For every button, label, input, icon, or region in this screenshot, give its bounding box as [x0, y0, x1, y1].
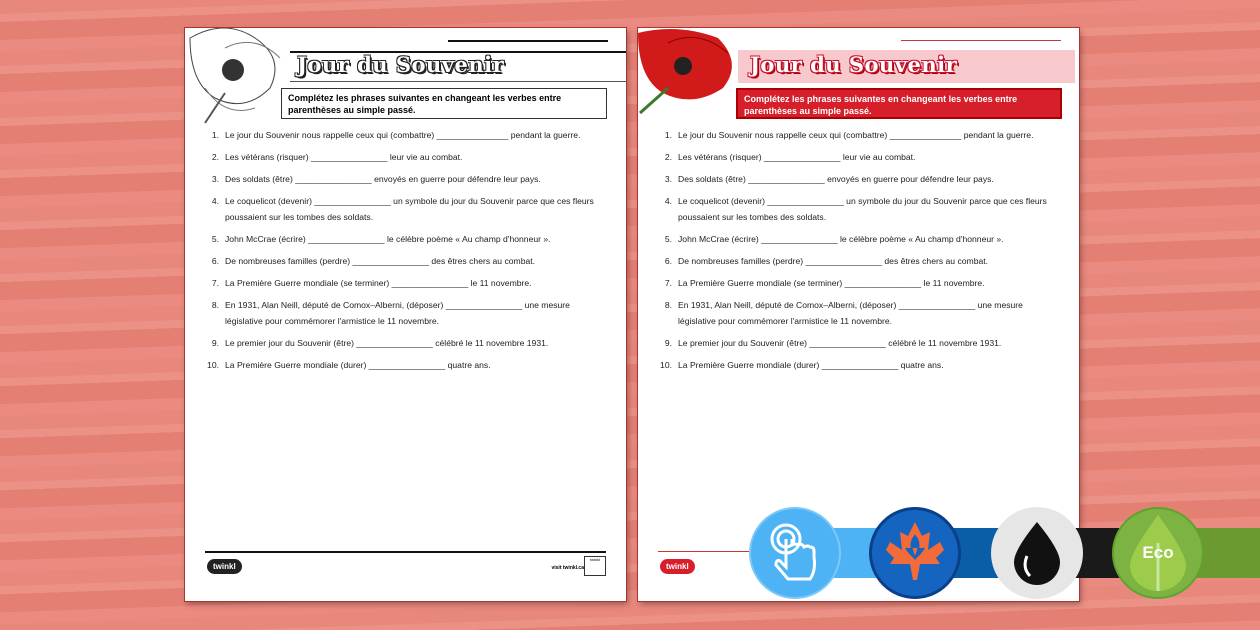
ink-drop-icon	[1012, 520, 1062, 586]
worksheet-title: Jour du Souvenir	[750, 52, 958, 77]
header-rule	[290, 81, 626, 82]
question-item	[207, 171, 607, 187]
worksheet-page-bw	[185, 28, 626, 601]
question-number: 7.	[664, 278, 672, 288]
question-item	[660, 193, 1060, 225]
question-number: 9.	[664, 338, 672, 348]
question-text: La Première Guerre mondiale (durer) ________________ quatre ans.	[225, 360, 491, 370]
question-number: 3.	[211, 174, 219, 184]
question-text: La Première Guerre mondiale (se terminer) ________________ le 11 novembre.	[678, 278, 985, 288]
footer-rule	[658, 551, 749, 552]
question-text: John McCrae (écrire) ________________ le célèbre poème « Au champ d'honneur ».	[225, 234, 551, 244]
ink-saving-badge	[991, 507, 1083, 599]
eco-badge	[1112, 507, 1204, 599]
question-number: 1.	[664, 130, 672, 140]
question-item	[660, 253, 1060, 269]
question-text: Les vétérans (risquer) ________________ leur vie au combat.	[225, 152, 463, 162]
question-text: John McCrae (écrire) ________________ le célèbre poème « Au champ d'honneur ».	[678, 234, 1004, 244]
twinkl-logo: twinkl	[207, 559, 242, 574]
question-text: La Première Guerre mondiale (se terminer) ________________ le 11 novembre.	[225, 278, 532, 288]
question-number: 6.	[664, 256, 672, 266]
instructions-box: Complétez les phrases suivantes en changeant les verbes entre parenthèses au simple passé.	[736, 88, 1062, 119]
question-item	[660, 127, 1060, 143]
eco-label: Eco	[1142, 543, 1174, 562]
question-text: La Première Guerre mondiale (durer) ________________ quatre ans.	[678, 360, 944, 370]
canada-quebec-badge	[869, 507, 961, 599]
question-number: 4.	[211, 196, 219, 206]
question-item	[207, 193, 607, 225]
poppy-illustration-bw	[185, 28, 295, 128]
worksheet-title: Jour du Souvenir	[297, 52, 505, 77]
question-number: 8.	[211, 300, 219, 310]
question-item	[660, 149, 1060, 165]
question-item	[660, 231, 1060, 247]
question-text: Le jour du Souvenir nous rappelle ceux qui (combattre) _______________ pendant la guerre.	[225, 130, 581, 140]
question-item	[207, 253, 607, 269]
question-number: 4.	[664, 196, 672, 206]
question-text: Les vétérans (risquer) ________________ leur vie au combat.	[678, 152, 916, 162]
question-item	[660, 171, 1060, 187]
name-line	[448, 40, 608, 42]
question-number: 3.	[664, 174, 672, 184]
question-text: Le coquelicot (devenir) ________________ un symbole du jour du Souvenir parce que ces fleurs poussaient sur les tombes des soldats.	[678, 196, 1047, 222]
question-item	[207, 335, 607, 351]
visit-link: visit twinkl.ca	[551, 565, 584, 571]
twinkl-badge: twinkl	[584, 556, 606, 576]
interactive-badge	[749, 507, 841, 599]
question-number: 6.	[211, 256, 219, 266]
question-number: 1.	[211, 130, 219, 140]
question-number: 5.	[211, 234, 219, 244]
question-item	[660, 275, 1060, 291]
question-text: Le jour du Souvenir nous rappelle ceux qui (combattre) _______________ pendant la guerre.	[678, 130, 1034, 140]
maple-leaf-fleur-de-lis-icon	[880, 518, 950, 588]
poppy-illustration-color	[638, 28, 748, 118]
question-number: 10.	[207, 360, 219, 370]
question-number: 2.	[664, 152, 672, 162]
question-list	[660, 127, 1060, 379]
instructions-box: Complétez les phrases suivantes en changeant les verbes entre parenthèses au simple passé.	[281, 88, 607, 119]
question-text: Le coquelicot (devenir) ________________ un symbole du jour du Souvenir parce que ces fleurs poussaient sur les tombes des soldats.	[225, 196, 594, 222]
touch-hand-icon	[768, 523, 822, 583]
question-text: En 1931, Alan Neill, député de Comox–Alberni, (déposer) ________________ une mesure législative pour commémorer l'armistice le 11 novembre.	[678, 300, 1023, 326]
question-text: De nombreuses familles (perdre) ________________ des êtres chers au combat.	[678, 256, 989, 266]
footer-rule	[205, 551, 606, 553]
question-item	[207, 149, 607, 165]
question-number: 9.	[211, 338, 219, 348]
question-item	[660, 335, 1060, 351]
question-item	[207, 297, 607, 329]
question-text: En 1931, Alan Neill, député de Comox–Alberni, (déposer) ________________ une mesure législative pour commémorer l'armistice le 11 novembre.	[225, 300, 570, 326]
question-item	[660, 357, 1060, 373]
question-item	[207, 275, 607, 291]
twinkl-logo: twinkl	[660, 559, 695, 574]
question-item	[207, 231, 607, 247]
question-number: 10.	[660, 360, 672, 370]
question-item	[207, 357, 607, 373]
question-text: Le premier jour du Souvenir (être) ________________ célébré le 11 novembre 1931.	[678, 338, 1002, 348]
question-text: Le premier jour du Souvenir (être) ________________ célébré le 11 novembre 1931.	[225, 338, 549, 348]
question-number: 2.	[211, 152, 219, 162]
question-number: 5.	[664, 234, 672, 244]
question-item	[207, 127, 607, 143]
question-list	[207, 127, 607, 379]
question-text: De nombreuses familles (perdre) ________________ des êtres chers au combat.	[225, 256, 536, 266]
question-number: 7.	[211, 278, 219, 288]
question-text: Des soldats (être) ________________ envoyés en guerre pour défendre leur pays.	[678, 174, 994, 184]
name-line	[901, 40, 1061, 41]
question-item	[660, 297, 1060, 329]
question-number: 8.	[664, 300, 672, 310]
question-text: Des soldats (être) ________________ envoyés en guerre pour défendre leur pays.	[225, 174, 541, 184]
